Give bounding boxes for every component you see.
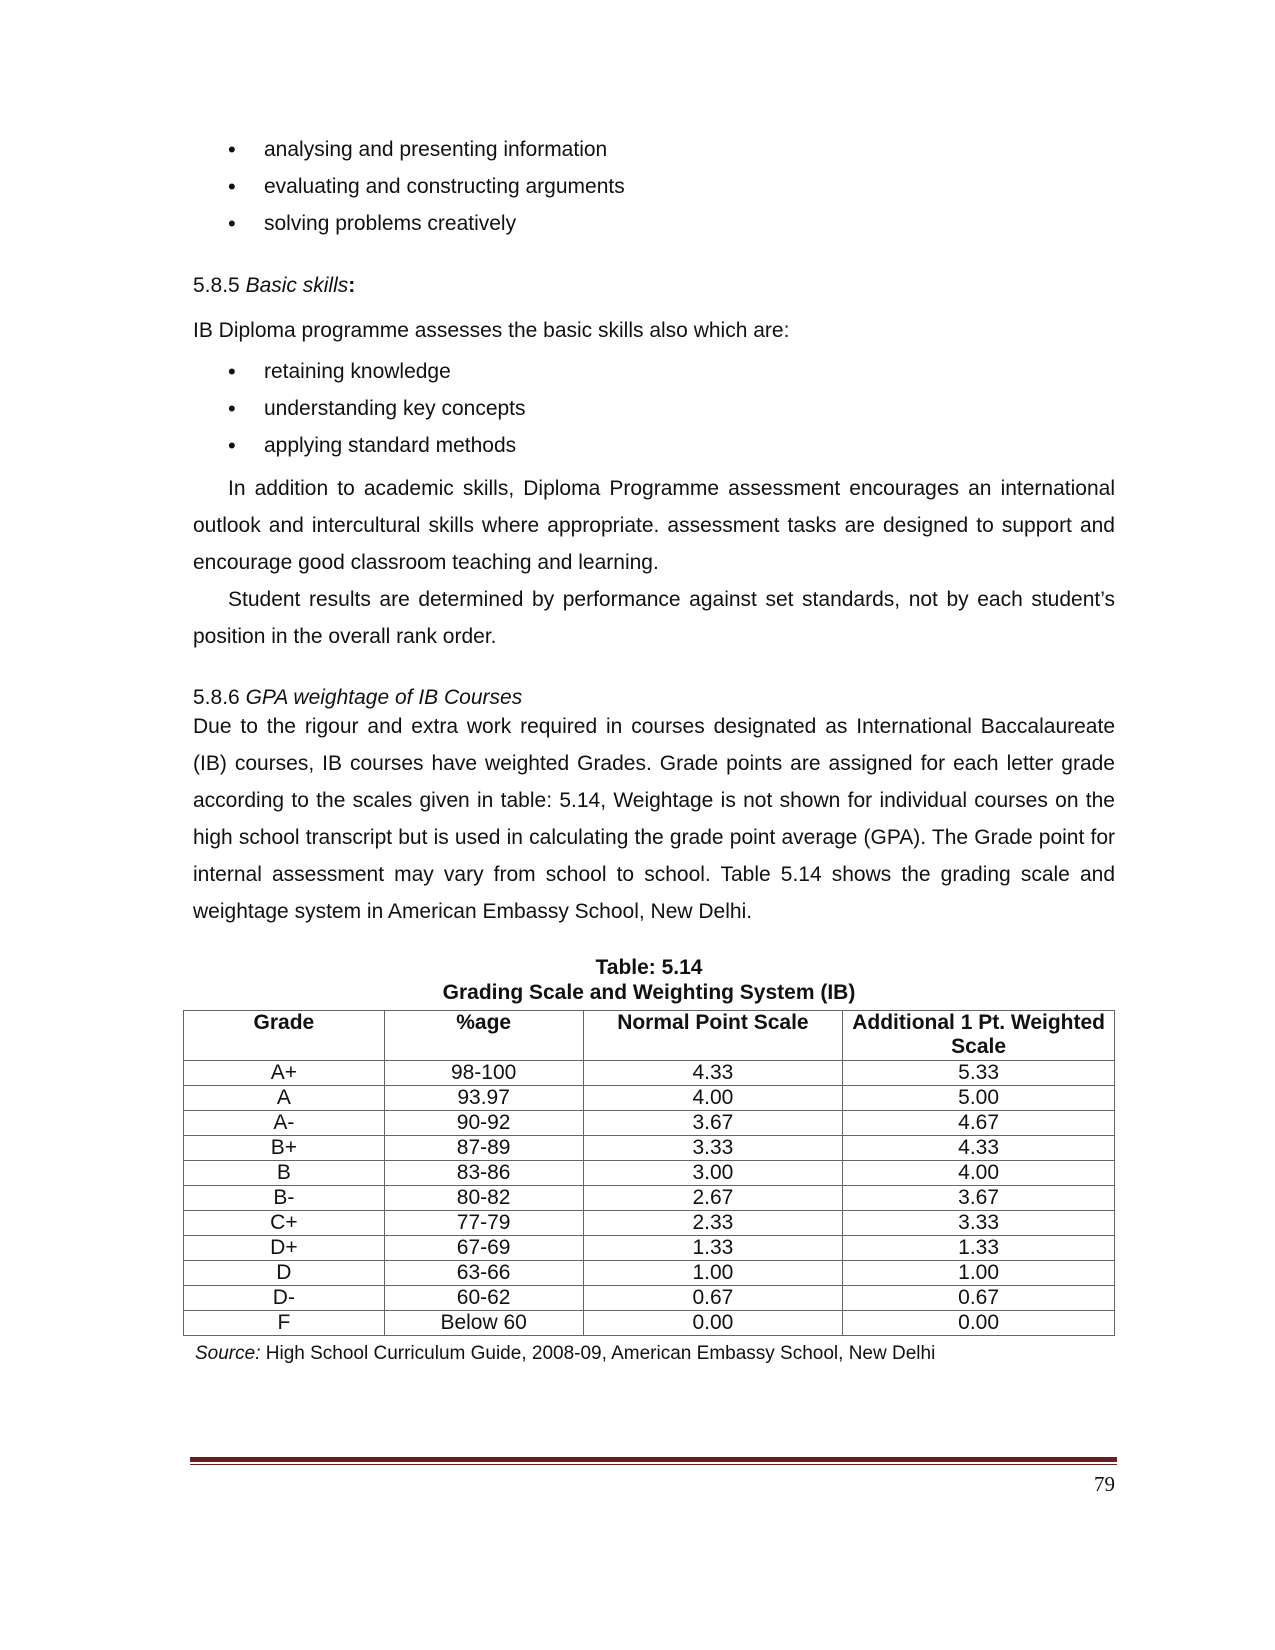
footer-rule-thin [190,1464,1117,1465]
table-cell: 2.33 [583,1211,843,1236]
table-cell: 3.67 [843,1186,1115,1211]
list-item: • retaining knowledge [228,357,526,394]
table-row [184,1061,1115,1086]
table-cell: 1.33 [843,1236,1115,1261]
table-cell: 63-66 [384,1261,583,1286]
table-row [184,1311,1115,1336]
table-cell: 5.00 [843,1086,1115,1111]
table-cell: 3.00 [583,1161,843,1186]
table-cell: B [184,1161,385,1186]
header-grade: Grade [184,1011,385,1061]
table-cell: 87-89 [384,1136,583,1161]
table-cell: 4.67 [843,1111,1115,1136]
table-cell: 1.00 [583,1261,843,1286]
page-number: 79 [1094,1472,1115,1496]
table-cell: B- [184,1186,385,1211]
paragraph-academic-skills [193,470,1115,581]
table-cell: 1.00 [843,1261,1115,1286]
footer-rule [190,1457,1117,1462]
list-item: • understanding key concepts [228,394,526,431]
table-row [184,1136,1115,1161]
table-cell: B+ [184,1136,385,1161]
table-cell: A- [184,1111,385,1136]
table-cell: 98-100 [384,1061,583,1086]
paragraph-text: In addition to academic skills, Diploma Programme assessment encourages an international outlook and intercultural skills where appropriate. assessment tasks are designed to support and encourage good classroom teaching and learning. [193,477,1115,574]
table-row [184,1086,1115,1111]
table-row [184,1211,1115,1236]
table-cell: D- [184,1286,385,1311]
table-cell: 77-79 [384,1211,583,1236]
table-cell: 0.00 [843,1311,1115,1336]
table-cell: 4.00 [843,1161,1115,1186]
paragraph-text: Student results are determined by performance against set standards, not by each student’s position in the overall rank order. [193,588,1115,648]
basic-skills-bullet-list [228,357,526,468]
table-row [184,1261,1115,1286]
list-item: • applying standard methods [228,431,526,468]
source-label: Source: [195,1343,261,1364]
section-title: GPA weightage of IB Courses [245,686,523,709]
table-cell: 0.67 [843,1286,1115,1311]
table-title: Grading Scale and Weighting System (IB) [442,981,856,1004]
section-heading-585 [193,271,355,301]
table-cell: 4.00 [583,1086,843,1111]
table-cell: D+ [184,1236,385,1261]
table-cell: F [184,1311,385,1336]
grading-scale-table [183,1010,1115,1336]
table-cell: 67-69 [384,1236,583,1261]
basic-skills-intro: IB Diploma programme assesses the basic skills also which are: [193,319,790,342]
table-row [184,1286,1115,1311]
paragraph-gpa-weightage: Due to the rigour and extra work required in courses designated as International Baccalaureate (IB) courses, IB courses have weighted Grades. Grade points are assigned for each letter grade according to the scales given in table: 5.14, Weightage is not shown for individual courses on the high school transcript but is used in calculating the grade point average (GPA). The Grade point for internal assessment may vary from school to school. Table 5.14 shows the grading scale and weightage system in American Embassy School, New Delhi. [193,715,1115,923]
header-weighted-scale: Additional 1 Pt. Weighted Scale [843,1011,1115,1061]
table-row [184,1236,1115,1261]
section-number: 5.8.6 [193,686,240,709]
table-cell: 4.33 [843,1136,1115,1161]
table-header-row [184,1011,1115,1061]
section-number: 5.8.5 [193,274,240,297]
list-item: • evaluating and constructing arguments [228,172,625,209]
table-source [195,1343,935,1365]
section-colon: : [348,274,356,297]
table-cell: 60-62 [384,1286,583,1311]
table-cell: 1.33 [583,1236,843,1261]
table-cell: 83-86 [384,1161,583,1186]
table-cell: A+ [184,1061,385,1086]
table-cell: Below 60 [384,1311,583,1336]
header-normal-point-scale: Normal Point Scale [583,1011,843,1061]
table-cell: 4.33 [583,1061,843,1086]
table-label: Table: 5.14 [595,956,703,979]
header-percentage: %age [384,1011,583,1061]
table-cell: C+ [184,1211,385,1236]
source-text: High School Curriculum Guide, 2008-09, American Embassy School, New Delhi [265,1343,936,1364]
table-cell: 3.33 [843,1211,1115,1236]
table-cell: A [184,1086,385,1111]
table-cell: D [184,1261,385,1286]
table-cell: 80-82 [384,1186,583,1211]
table-row [184,1111,1115,1136]
skills-bullet-list [228,135,625,246]
table-cell: 0.67 [583,1286,843,1311]
table-cell: 2.67 [583,1186,843,1211]
section-title: Basic skills [245,274,349,297]
table-cell: 0.00 [583,1311,843,1336]
table-cell: 5.33 [843,1061,1115,1086]
table-cell: 90-92 [384,1111,583,1136]
table-row [184,1161,1115,1186]
table-cell: 3.33 [583,1136,843,1161]
paragraph-student-results [193,581,1115,655]
list-item: • analysing and presenting information [228,135,625,172]
table-row [184,1186,1115,1211]
list-item: • solving problems creatively [228,209,625,246]
table-cell: 3.67 [583,1111,843,1136]
table-cell: 93.97 [384,1086,583,1111]
